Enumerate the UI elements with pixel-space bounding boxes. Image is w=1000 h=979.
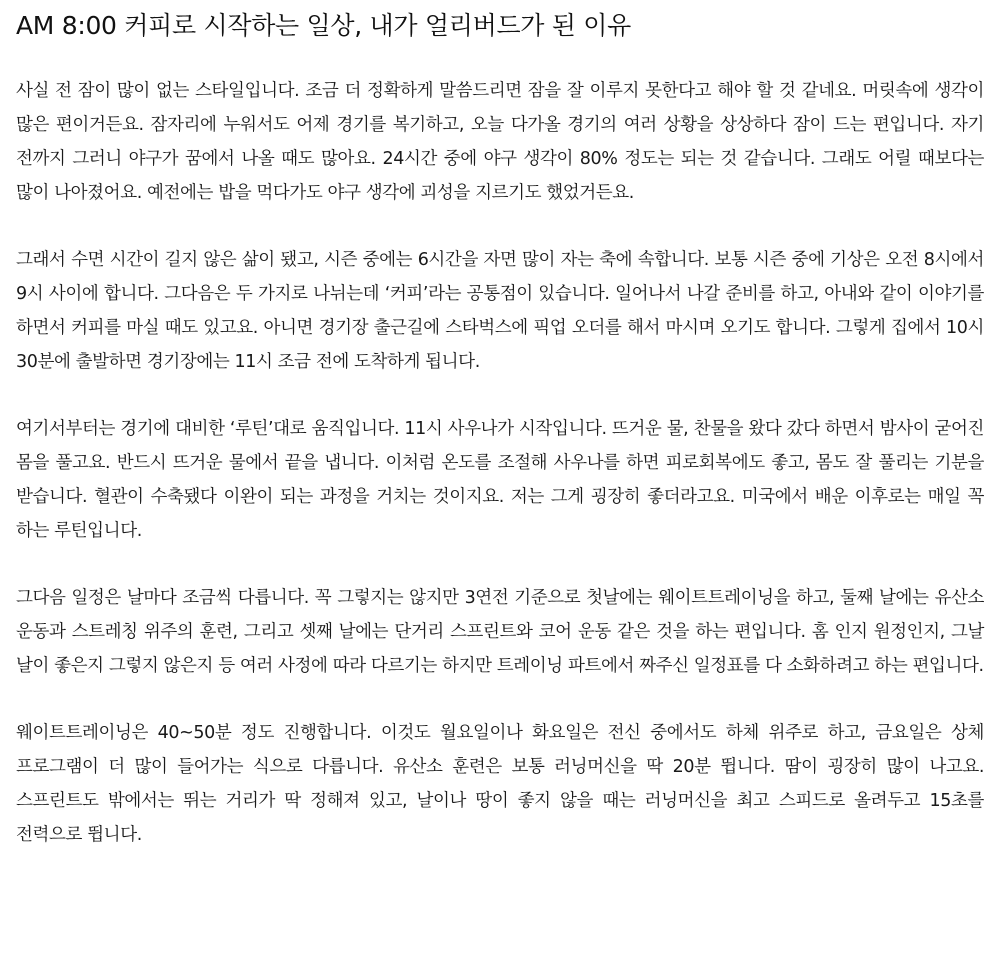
paragraph-5: 웨이트트레이닝은 40~50분 정도 진행합니다. 이것도 월요일이나 화요일은 전신 중에서도 하체 위주로 하고, 금요일은 상체 프로그램이 더 많이 들어가는 식으로 다릅니다. 유산소 훈련은 보통 러닝머신을 딱 20분 뜁니다. 땀이 굉장히 많이 나고요. 스프린트도 밖에서는 뛰는 거리가 딱 정해져 있고, 날이나 땅이 좋지 않을 때는 러닝머신을 최고 스피드로 올려두고 15초를 전력으로 뜁니다. <box>16 723 984 845</box>
paragraph-3: 여기서부터는 경기에 대비한 ‘루틴’대로 움직입니다. 11시 사우나가 시작입니다. 뜨거운 물, 찬물을 왔다 갔다 하면서 밤사이 굳어진 몸을 풀고요. 반드시 뜨거운 물에서 끝을 냅니다. 이처럼 온도를 조절해 사우나를 하면 피로회복에도 좋고, 몸도 잘 풀리는 기분을 받습니다. 혈관이 수축됐다 이완이 되는 과정을 거치는 것이지요. 저는 그게 굉장히 좋더라고요. 미국에서 배운 이후로는 매일 꼭 하는 루틴입니다. <box>16 419 984 541</box>
article <box>16 6 984 852</box>
paragraph-2: 그래서 수면 시간이 길지 않은 삶이 됐고, 시즌 중에는 6시간을 자면 많이 자는 축에 속합니다. 보통 시즌 중에 기상은 오전 8시에서 9시 사이에 합니다. 그다음은 두 가지로 나뉘는데 ‘커피’라는 공통점이 있습니다. 일어나서 나갈 준비를 하고, 아내와 같이 이야기를 하면서 커피를 마실 때도 있고요. 아니면 경기장 출근길에 스타벅스에 픽업 오더를 해서 마시며 오기도 합니다. 그렇게 집에서 10시 30분에 출발하면 경기장에는 11시 조금 전에 도착하게 됩니다. <box>16 250 984 372</box>
paragraph-4: 그다음 일정은 날마다 조금씩 다릅니다. 꼭 그렇지는 않지만 3연전 기준으로 첫날에는 웨이트트레이닝을 하고, 둘째 날에는 유산소 운동과 스트레칭 위주의 훈련, 그리고 셋째 날에는 단거리 스프린트와 코어 운동 같은 것을 하는 편입니다. 홈 인지 원정인지, 그날 날이 좋은지 그렇지 않은지 등 여러 사정에 따라 다르기는 하지만 트레이닝 파트에서 짜주신 일정표를 다 소화하려고 하는 편입니다. <box>16 588 984 676</box>
paragraph-1: 사실 전 잠이 많이 없는 스타일입니다. 조금 더 정확하게 말씀드리면 잠을 잘 이루지 못한다고 해야 할 것 같네요. 머릿속에 생각이 많은 편이거든요. 잠자리에 누워서도 어제 경기를 복기하고, 오늘 다가올 경기의 여러 상황을 상상하다 잠이 드는 편입니다. 자기 전까지 그러니 야구가 꿈에서 나올 때도 많아요. 24시간 중에 야구 생각이 80% 정도는 되는 것 같습니다. 그래도 어릴 때보다는 많이 나아졌어요. 예전에는 밥을 먹다가도 야구 생각에 괴성을 지르기도 했었거든요. <box>16 81 984 203</box>
article-title: AM 8:00 커피로 시작하는 일상, 내가 얼리버드가 된 이유 <box>16 11 631 40</box>
